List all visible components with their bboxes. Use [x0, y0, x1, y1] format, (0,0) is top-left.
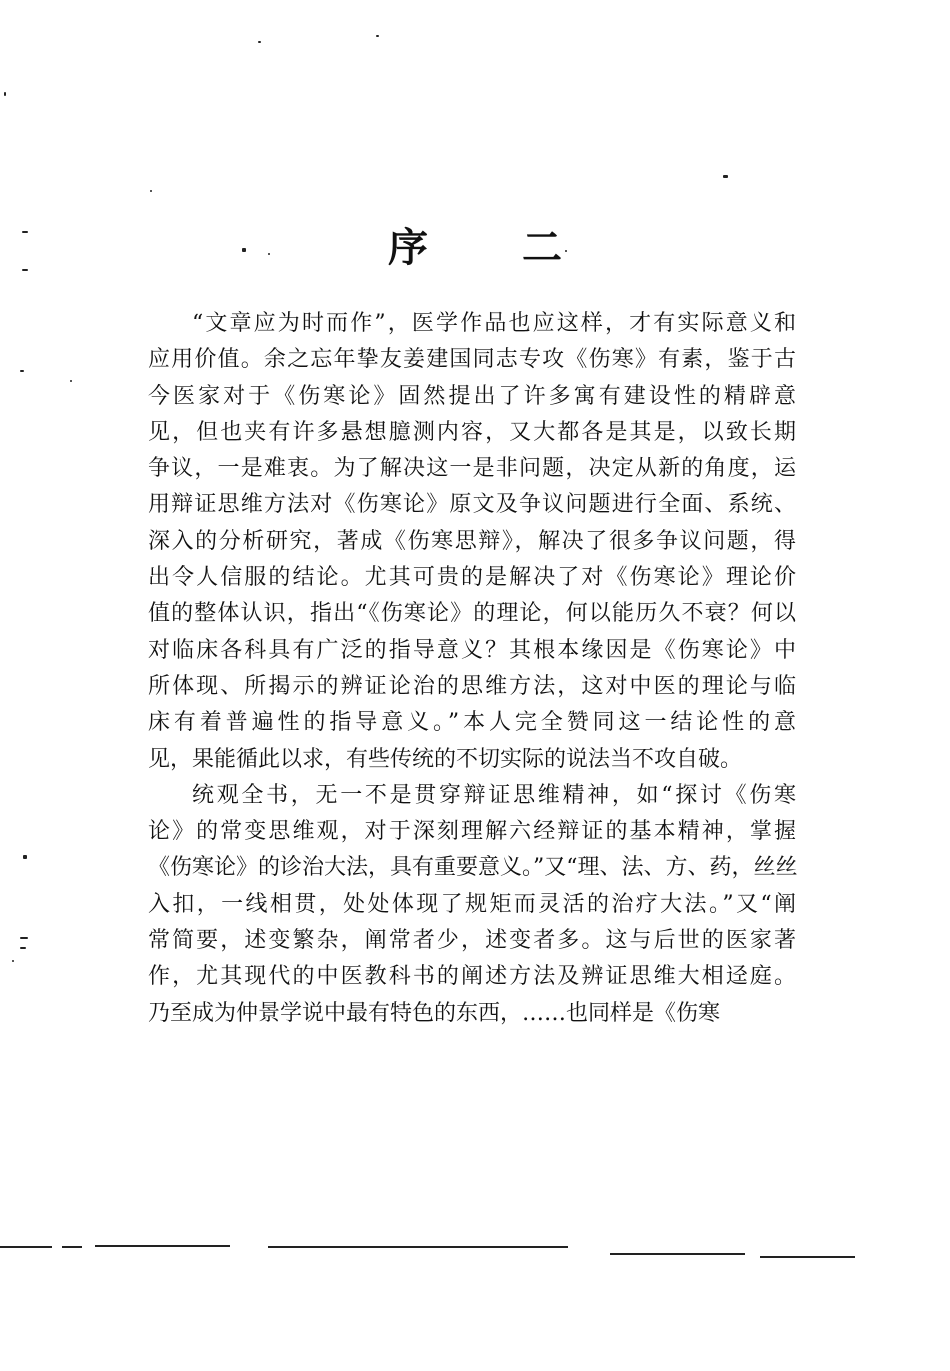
scan-speck	[20, 937, 28, 939]
text-line: 《伤寒论》的诊治大法，具有重要意义。”又“理、法、方、药，丝丝	[148, 855, 798, 881]
scan-speck	[20, 370, 24, 372]
text-line: 今医家对于《伤寒论》固然提出了许多寓有建设性的精辟意	[148, 383, 796, 409]
body-text	[148, 306, 796, 1032]
scan-speck	[723, 175, 728, 178]
text-line: 作，尤其现代的中医教科书的阐述方法及辨证思维大相迳庭。	[148, 964, 796, 990]
scan-speck	[4, 92, 6, 96]
scan-rule	[95, 1245, 230, 1247]
paragraph-2	[148, 778, 796, 1032]
scan-speck	[70, 380, 72, 382]
text-line: 见，果能循此以求，有些传统的不切实际的说法当不攻自破。	[148, 746, 743, 772]
scan-speck	[12, 960, 14, 962]
text-line: 常简要，述变繁杂，阐常者少，述变者多。这与后世的医家著	[148, 928, 796, 954]
scan-rule	[760, 1256, 855, 1258]
text-line: 争议，一是难衷。为了解决这一是非问题，决定从新的角度，运	[148, 456, 796, 482]
scan-rule	[268, 1246, 568, 1248]
text-line: 见，但也夹有许多悬想臆测内容，又大都各是其是，以致长期	[148, 419, 796, 445]
scan-rule	[610, 1253, 745, 1255]
text-line: 深入的分析研究，著成《伤寒思辩》，解决了很多争议问题，得	[148, 528, 796, 554]
scan-rule	[0, 1246, 52, 1248]
text-line: 乃至成为仲景学说中最有特色的东西，……也同样是《伤寒	[148, 1000, 721, 1026]
text-line: 床有着普遍性的指导意义。”本人完全赞同这一结论性的意	[148, 710, 796, 736]
scan-speck	[376, 35, 379, 37]
scan-speck	[23, 855, 27, 859]
text-line: “文章应为时而作”，医学作品也应这样，才有实际意义和	[192, 311, 796, 336]
text-line: 用辩证思维方法对《伤寒论》原文及争议问题进行全面、系统、	[148, 492, 796, 518]
page-title: 序 二	[388, 224, 602, 271]
text-line: 对临床各科具有广泛的指导意义？其根本缘因是《伤寒论》中	[148, 637, 796, 663]
scan-rule	[62, 1246, 82, 1248]
scan-speck	[20, 947, 26, 949]
text-line: 论》的常变思维观，对于深刻理解六经辩证的基本精神，掌握	[148, 819, 796, 845]
text-line: 所体现、所揭示的辨证论治的思维方法，这对中医的理论与临	[148, 673, 796, 699]
text-line: 值的整体认识，指出“《伤寒论》的理论，何以能历久不衰？何以	[148, 601, 796, 627]
text-line: 出令人信服的结论。尤其可贵的是解决了对《伤寒论》理论价	[148, 565, 796, 591]
text-line: 应用价值。余之忘年挚友姜建国同志专攻《伤寒》有素，鉴于古	[148, 347, 796, 373]
scan-speck	[258, 41, 261, 43]
paragraph-1	[148, 306, 796, 778]
scan-speck	[150, 190, 152, 192]
text-line: 统观全书，无一不是贯穿辩证思维精神，如“探讨《伤寒	[192, 782, 796, 808]
text-line: 入扣，一线相贯，处处体现了规矩而灵活的治疗大法。”又“阐	[148, 891, 796, 917]
